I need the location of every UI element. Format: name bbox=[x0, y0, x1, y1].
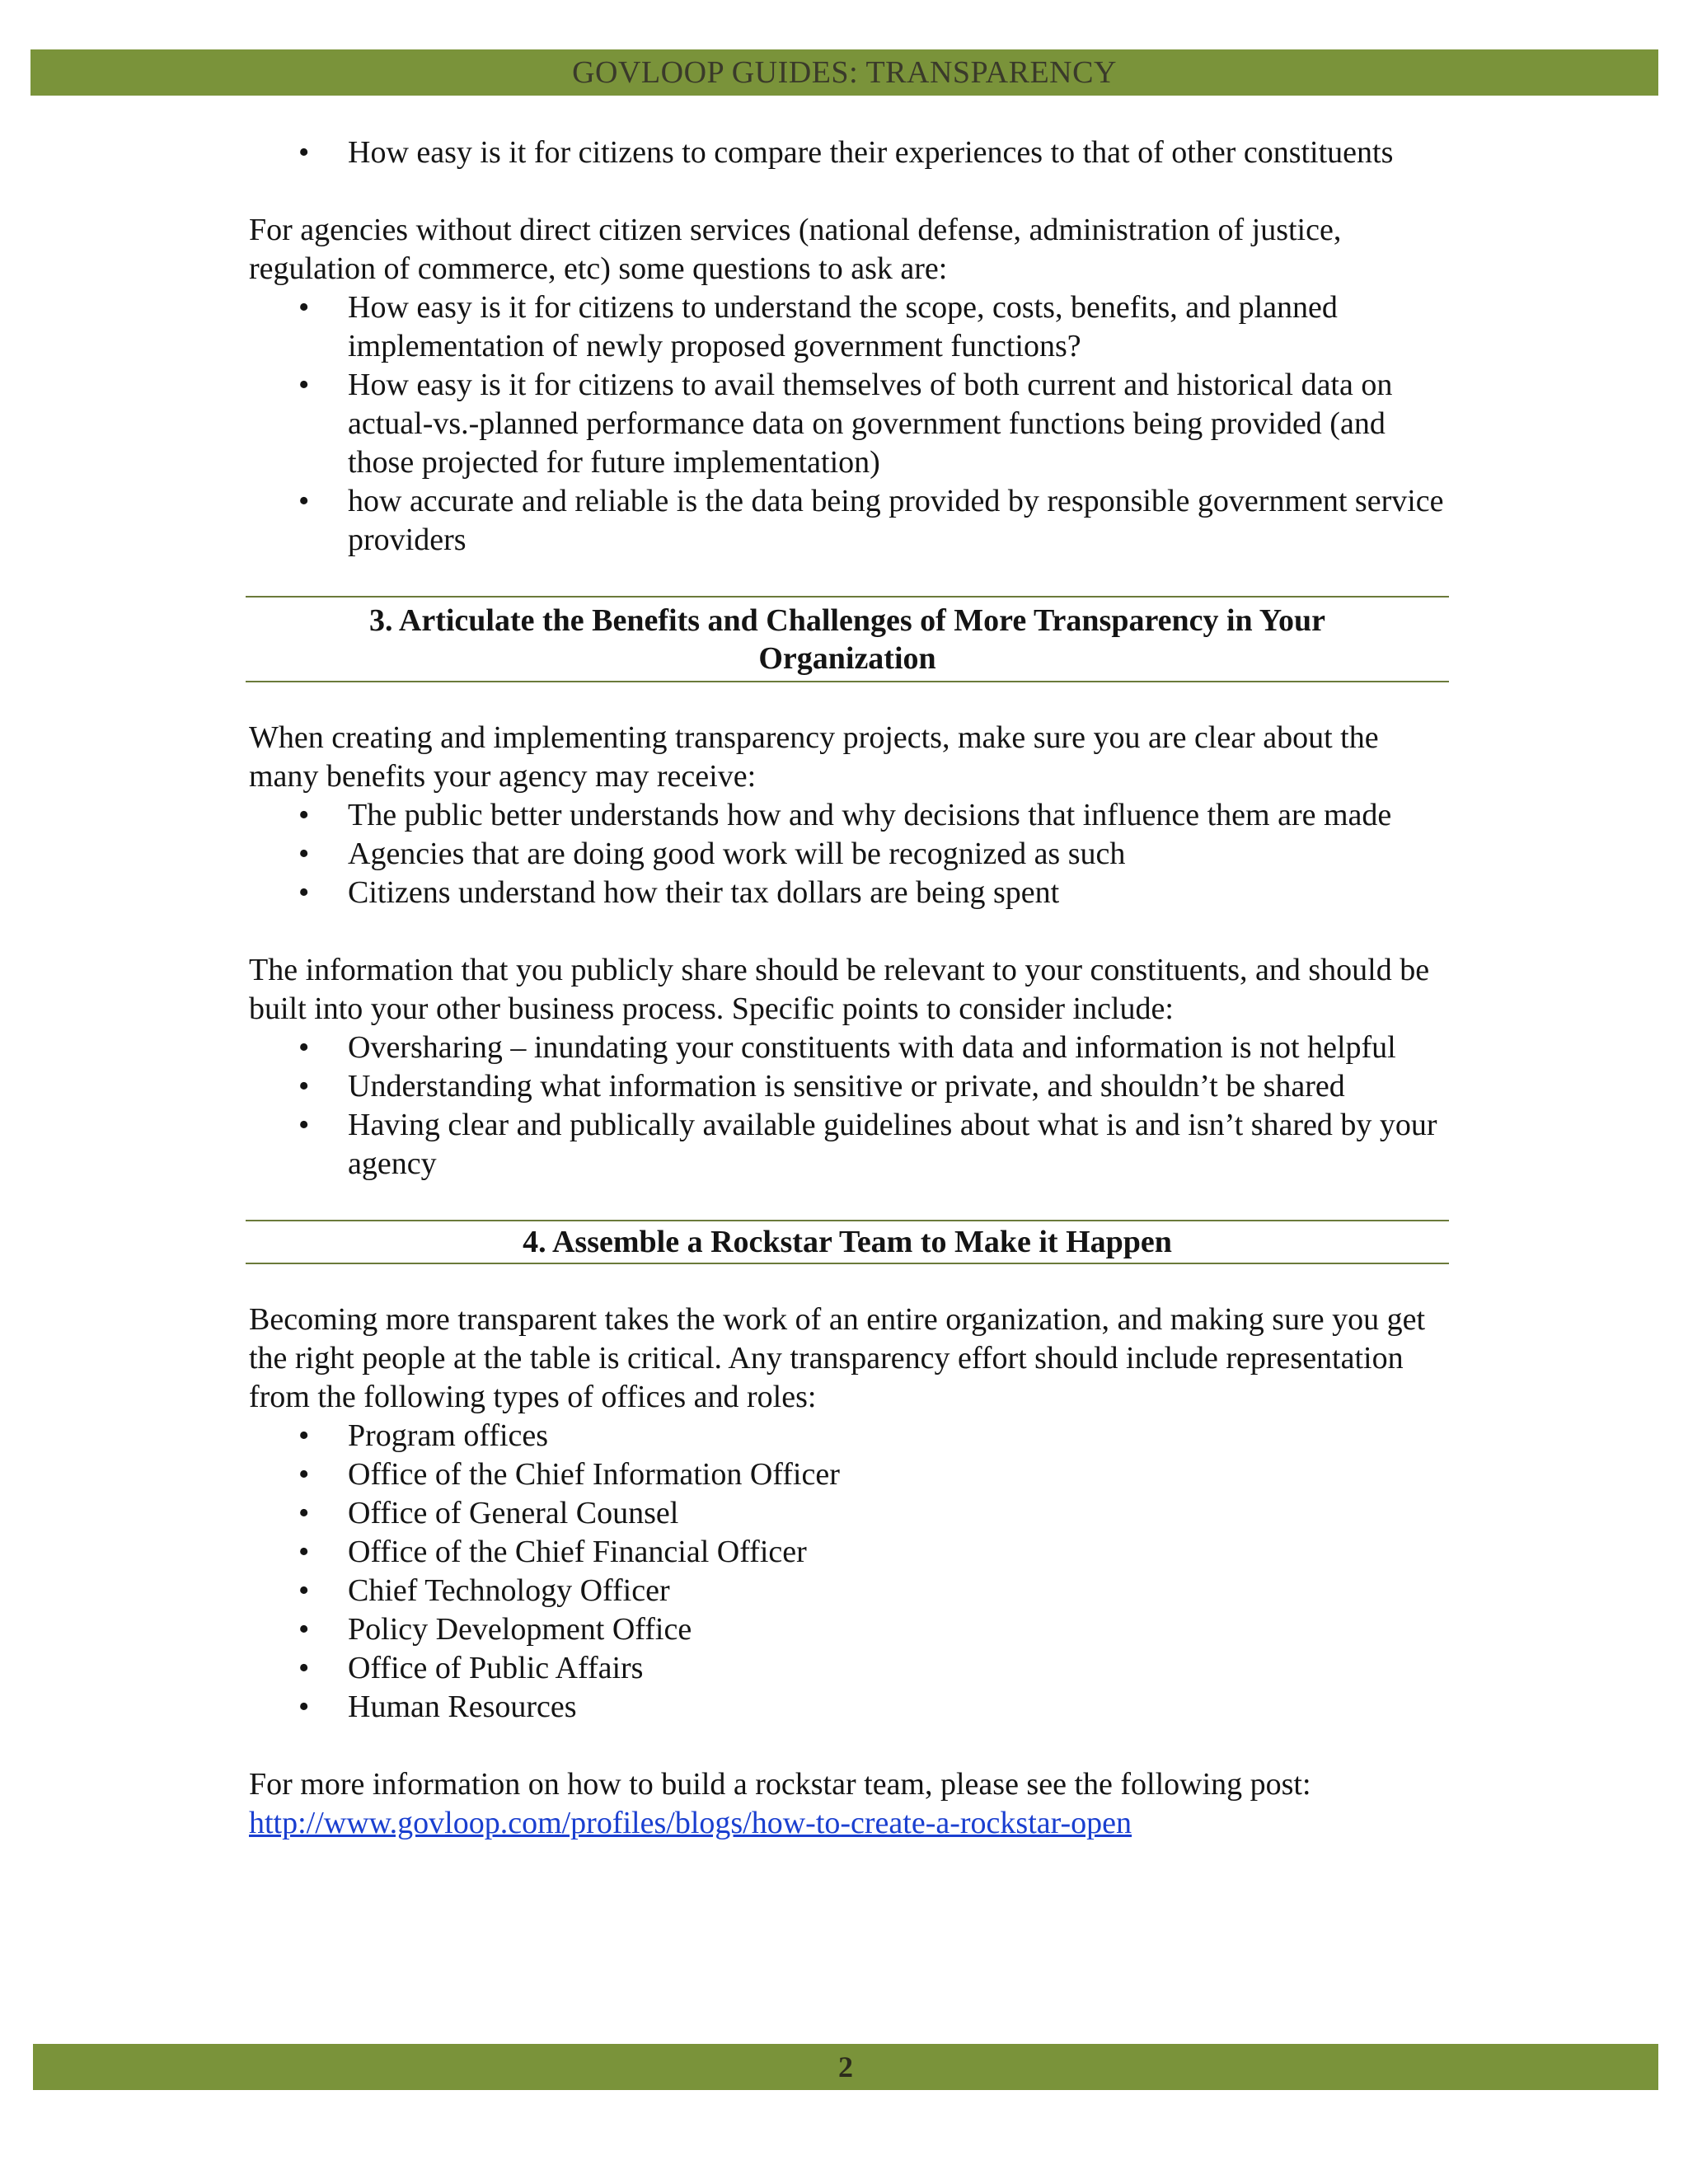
bullet-icon: • bbox=[298, 837, 310, 871]
bullet-icon: • bbox=[298, 1612, 310, 1647]
bullet-icon: • bbox=[298, 1418, 310, 1453]
list-item: • Office of General Counsel bbox=[249, 1494, 1452, 1533]
bullet-icon: • bbox=[298, 1651, 310, 1685]
list-item: • How easy is it for citizens to understand the scope, costs, benefits, and planned implementation of newly proposed government functions? bbox=[298, 290, 1338, 363]
header-title: GOVLOOP GUIDES: TRANSPARENCY bbox=[572, 55, 1117, 90]
agencies-list bbox=[249, 288, 1452, 560]
list-item: • Having clear and publically available guidelines about what is and isn’t shared by your agency bbox=[298, 1108, 1437, 1181]
list-item: • Office of the Chief Financial Officer bbox=[249, 1533, 1452, 1572]
team-intro: Becoming more transparent takes the work of an entire organization, and making sure you get the right people at the table is critical. Any transparency effort should include representation from the following types of offices and roles: bbox=[249, 1302, 1426, 1414]
list-item: • Agencies that are doing good work will be recognized as such bbox=[249, 835, 1452, 874]
page-footer bbox=[33, 2044, 1658, 2090]
section-3-heading: 3. Articulate the Benefits and Challenges of More Transparency in Your Organization bbox=[246, 596, 1449, 682]
bullet-icon: • bbox=[298, 1690, 310, 1724]
list-item: • Understanding what information is sensitive or private, and shouldn’t be shared bbox=[249, 1067, 1452, 1106]
agencies-paragraph: For agencies without direct citizen services (national defense, administration of justice, regulation of commerce, etc) some questions to ask are: bbox=[249, 213, 1342, 286]
bullet-icon: • bbox=[298, 1457, 310, 1492]
list-item: • Office of the Chief Information Officer bbox=[249, 1455, 1452, 1494]
bullet-icon: • bbox=[298, 1030, 310, 1065]
considerations-intro: The information that you publicly share should be relevant to your constituents, and should be built into your other business process. Specific points to consider include: bbox=[249, 953, 1430, 1026]
bullet-icon: • bbox=[298, 1496, 310, 1530]
page-header bbox=[30, 49, 1658, 96]
list-item: • how accurate and reliable is the data being provided by responsible government service providers bbox=[298, 484, 1444, 557]
page-number: 2 bbox=[838, 2050, 853, 2083]
list-item: • The public better understands how and why decisions that influence them are made bbox=[249, 796, 1452, 835]
list-item: • Office of Public Affairs bbox=[249, 1649, 1452, 1688]
list-item: • Oversharing – inundating your constituents with data and information is not helpful bbox=[249, 1029, 1452, 1067]
list-item: • Policy Development Office bbox=[249, 1610, 1452, 1649]
page-content bbox=[249, 134, 1452, 1843]
list-item: • How easy is it for citizens to compare their experiences to that of other constituents bbox=[249, 134, 1452, 172]
intro-list bbox=[249, 134, 1452, 172]
bullet-icon: • bbox=[298, 368, 310, 402]
list-item: • Chief Technology Officer bbox=[249, 1572, 1452, 1610]
roles-list bbox=[249, 1417, 1452, 1727]
benefits-intro: When creating and implementing transparency projects, make sure you are clear about the many benefits your agency may receive: bbox=[249, 720, 1379, 794]
bullet-icon: • bbox=[298, 1573, 310, 1608]
list-item: • Citizens understand how their tax dollars are being spent bbox=[249, 874, 1452, 912]
bullet-icon: • bbox=[298, 798, 310, 832]
list-item: • Human Resources bbox=[249, 1688, 1452, 1727]
bullet-icon: • bbox=[298, 484, 310, 518]
bullet-icon: • bbox=[298, 1108, 310, 1142]
considerations-list bbox=[249, 1029, 1452, 1183]
bullet-icon: • bbox=[298, 1535, 310, 1569]
more-info-paragraph: For more information on how to build a rockstar team, please see the following post: bbox=[249, 1767, 1311, 1802]
bullet-icon: • bbox=[298, 290, 310, 325]
bullet-icon: • bbox=[298, 1069, 310, 1104]
benefits-list bbox=[249, 796, 1452, 912]
bullet-icon: • bbox=[298, 135, 310, 170]
rockstar-team-link[interactable]: http://www.govloop.com/profiles/blogs/how-to-create-a-rockstar-open bbox=[249, 1806, 1132, 1840]
bullet-icon: • bbox=[298, 875, 310, 910]
section-4-heading: 4. Assemble a Rockstar Team to Make it Happen bbox=[246, 1220, 1449, 1264]
list-item: • Program offices bbox=[249, 1417, 1452, 1455]
list-item: • How easy is it for citizens to avail themselves of both current and historical data on actual-vs.-planned performance data on government functions being provided (and those projected for future implementation) bbox=[298, 368, 1393, 480]
